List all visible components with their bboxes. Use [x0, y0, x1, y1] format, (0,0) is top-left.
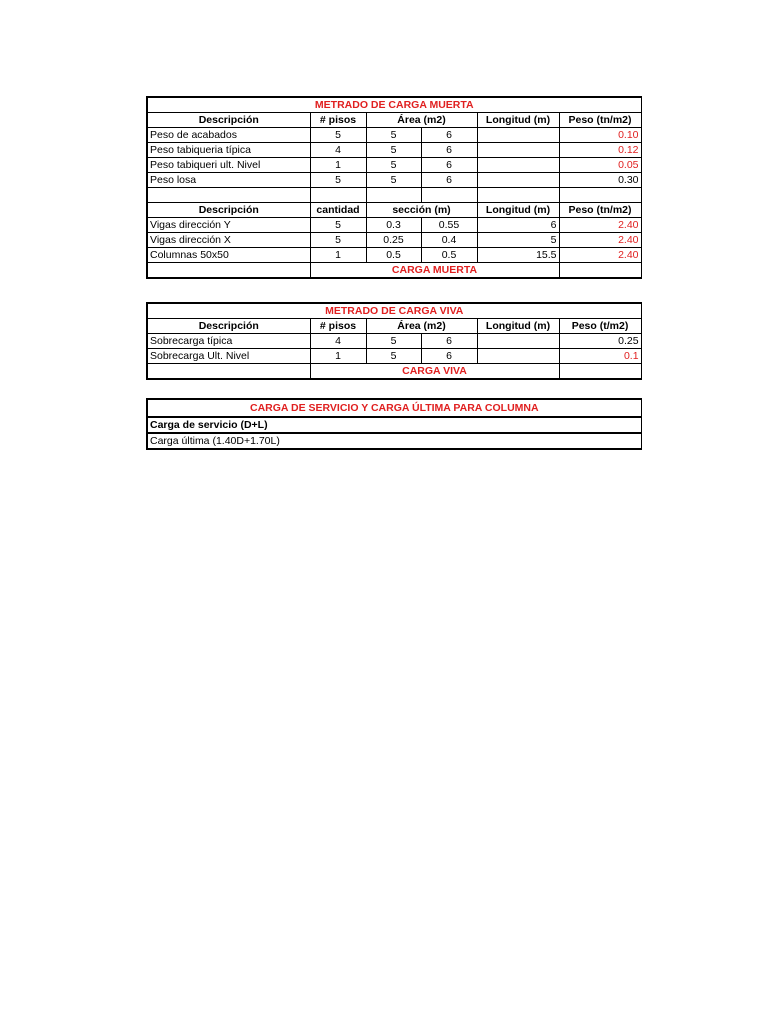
header-longitud: Longitud (m) [477, 203, 559, 218]
row-longitud [477, 158, 559, 173]
row-peso: 2.40 [559, 248, 641, 263]
header-pisos: # pisos [310, 319, 366, 334]
row-longitud: 6 [477, 218, 559, 233]
row-cantidad: 1 [310, 248, 366, 263]
row-longitud [477, 349, 559, 364]
row-cantidad: 5 [310, 218, 366, 233]
row-area-2: 6 [421, 143, 477, 158]
row-pisos: 1 [310, 349, 366, 364]
row-area-2: 6 [421, 334, 477, 349]
ultimate-load-row: Carga última (1.40D+1.70L) [147, 433, 641, 449]
row-description: Columnas 50x50 [147, 248, 310, 263]
header-area: Área (m2) [366, 113, 477, 128]
row-area-1: 5 [366, 128, 421, 143]
row-peso: 2.40 [559, 233, 641, 248]
row-seccion-2: 0.5 [421, 248, 477, 263]
header-peso: Peso (tn/m2) [559, 203, 641, 218]
row-area-1: 5 [366, 349, 421, 364]
table-row [147, 349, 641, 364]
row-area-1: 5 [366, 158, 421, 173]
header-pisos: # pisos [310, 113, 366, 128]
row-seccion-2: 0.55 [421, 218, 477, 233]
header-descripcion: Descripción [147, 203, 310, 218]
row-longitud [477, 173, 559, 188]
live-load-table [146, 302, 640, 380]
row-description: Peso de acabados [147, 128, 310, 143]
table-row [147, 158, 641, 173]
row-longitud [477, 143, 559, 158]
live-load-title: METRADO DE CARGA VIVA [147, 303, 641, 319]
row-area-1: 5 [366, 334, 421, 349]
header-peso: Peso (t/m2) [559, 319, 641, 334]
header-area: Área (m2) [366, 319, 477, 334]
row-area-2: 6 [421, 158, 477, 173]
row-peso: 0.12 [559, 143, 641, 158]
header-peso: Peso (tn/m2) [559, 113, 641, 128]
dead-load-total [559, 263, 641, 279]
row-longitud [477, 334, 559, 349]
row-description: Peso tabiqueri ult. Nivel [147, 158, 310, 173]
header-longitud: Longitud (m) [477, 113, 559, 128]
table-row [147, 143, 641, 158]
row-area-1: 5 [366, 143, 421, 158]
row-peso: 2.40 [559, 218, 641, 233]
table-row [147, 248, 641, 263]
row-area-2: 6 [421, 173, 477, 188]
dead-load-table [146, 96, 640, 279]
row-seccion-1: 0.3 [366, 218, 421, 233]
header-descripcion: Descripción [147, 319, 310, 334]
row-peso: 0.1 [559, 349, 641, 364]
live-load-footer: CARGA VIVA [310, 364, 559, 380]
header-seccion: sección (m) [366, 203, 477, 218]
row-description: Peso tabiqueria típica [147, 143, 310, 158]
row-description: Vigas dirección Y [147, 218, 310, 233]
row-peso: 0.30 [559, 173, 641, 188]
row-seccion-1: 0.5 [366, 248, 421, 263]
row-seccion-1: 0.25 [366, 233, 421, 248]
row-description: Sobrecarga Ult. Nivel [147, 349, 310, 364]
table-row [147, 334, 641, 349]
row-area-1: 5 [366, 173, 421, 188]
service-load-row: Carga de servicio (D+L) [147, 417, 641, 433]
row-cantidad: 5 [310, 233, 366, 248]
table-row [147, 218, 641, 233]
row-pisos: 5 [310, 173, 366, 188]
row-pisos: 4 [310, 334, 366, 349]
row-peso: 0.25 [559, 334, 641, 349]
row-area-2: 6 [421, 349, 477, 364]
table-row [147, 233, 641, 248]
live-load-total [559, 364, 641, 380]
row-longitud: 5 [477, 233, 559, 248]
row-pisos: 1 [310, 158, 366, 173]
header-longitud: Longitud (m) [477, 319, 559, 334]
row-peso: 0.10 [559, 128, 641, 143]
table-row [147, 128, 641, 143]
row-longitud [477, 128, 559, 143]
row-description: Sobrecarga típica [147, 334, 310, 349]
header-cantidad: cantidad [310, 203, 366, 218]
row-longitud: 15.5 [477, 248, 559, 263]
row-description: Vigas dirección X [147, 233, 310, 248]
service-load-title: CARGA DE SERVICIO Y CARGA ÚLTIMA PARA COLUMNA [147, 399, 641, 417]
row-pisos: 5 [310, 128, 366, 143]
dead-load-footer: CARGA MUERTA [310, 263, 559, 279]
row-pisos: 4 [310, 143, 366, 158]
empty-row [147, 188, 641, 203]
service-load-table [146, 398, 640, 450]
dead-load-title: METRADO DE CARGA MUERTA [147, 97, 641, 113]
row-seccion-2: 0.4 [421, 233, 477, 248]
header-descripcion: Descripción [147, 113, 310, 128]
row-area-2: 6 [421, 128, 477, 143]
row-peso: 0.05 [559, 158, 641, 173]
table-row [147, 173, 641, 188]
row-description: Peso losa [147, 173, 310, 188]
